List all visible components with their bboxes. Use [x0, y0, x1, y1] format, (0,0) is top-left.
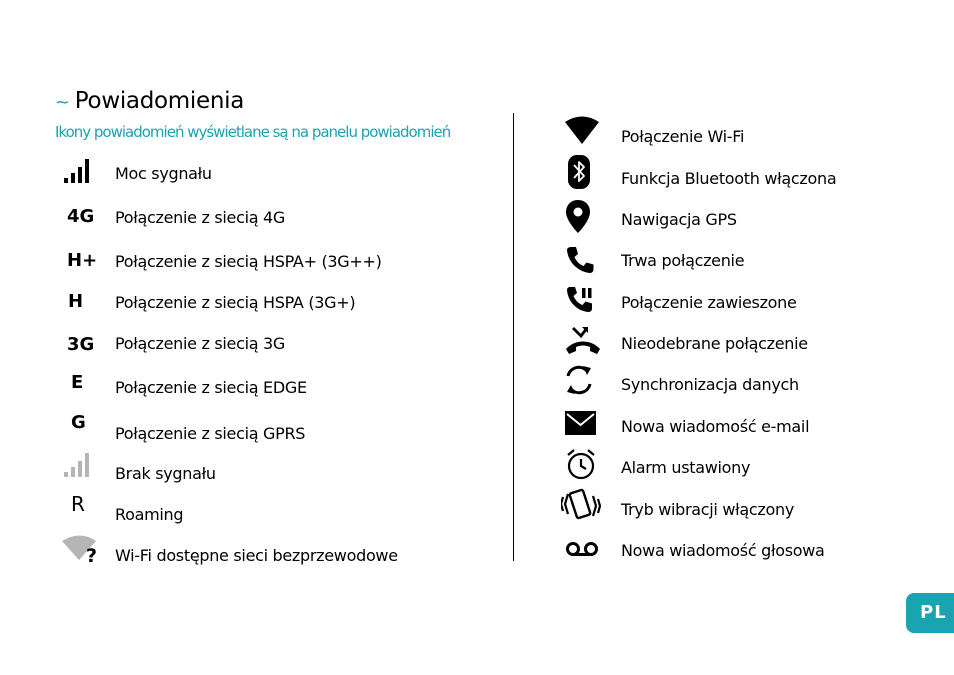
sync-icon	[559, 362, 599, 398]
glyph-text: 4G	[67, 206, 95, 227]
list-item-label: Połączenie z siecią GPRS	[115, 424, 306, 443]
wifi-available-icon	[62, 534, 102, 570]
wifi-icon	[565, 116, 605, 152]
network-hspa-icon	[62, 285, 102, 321]
glyph-text: R	[71, 492, 85, 516]
list-item-label: Nowa wiadomość e-mail	[621, 417, 810, 436]
list-item-label: Połączenie z siecią EDGE	[115, 378, 307, 397]
call-hold-icon	[565, 285, 605, 321]
list-item-label: Połączenie Wi-Fi	[621, 127, 745, 146]
page-title	[55, 88, 244, 114]
list-item-label: Roaming	[115, 505, 184, 524]
list-item-label: Moc sygnału	[115, 164, 212, 183]
network-hspa-plus-icon	[62, 244, 102, 280]
list-item-label: Wi-Fi dostępne sieci bezprzewodowe	[115, 546, 398, 565]
gps-pin-icon	[565, 199, 605, 235]
roaming-icon	[62, 492, 102, 533]
bluetooth-icon	[565, 154, 605, 190]
title-tilde: ~	[55, 92, 70, 113]
network-gprs-icon	[62, 412, 102, 452]
missed-call-icon	[565, 325, 605, 361]
language-badge: PL	[906, 593, 954, 633]
list-item-label: Połączenie z siecią 4G	[115, 208, 285, 227]
list-item-label: Brak sygnału	[115, 464, 216, 483]
list-item-label: Synchronizacja danych	[621, 375, 799, 394]
title-text: Powiadomienia	[74, 88, 244, 114]
list-item-label: Tryb wibracji włączony	[621, 500, 794, 519]
no-signal-icon	[62, 450, 102, 486]
glyph-text: H	[68, 291, 84, 312]
list-item-label: Nowa wiadomość głosowa	[621, 541, 825, 560]
list-item-label: Nieodebrane połączenie	[621, 334, 808, 353]
glyph-text: E	[71, 372, 84, 393]
phone-call-icon	[565, 245, 605, 281]
network-edge-icon	[62, 370, 102, 406]
glyph-text: 3G	[67, 334, 95, 355]
list-item-label: Połączenie z siecią 3G	[115, 334, 285, 353]
alarm-clock-icon	[565, 448, 605, 484]
glyph-text: H+	[67, 250, 98, 271]
list-item-label: Połączenie z siecią HSPA (3G+)	[115, 293, 356, 312]
list-item-label: Alarm ustawiony	[621, 458, 751, 477]
network-4g-icon	[62, 200, 102, 236]
list-item-label: Połączenie zawieszone	[621, 293, 797, 312]
voicemail-icon	[565, 540, 605, 576]
list-item-label: Nawigacja GPS	[621, 210, 737, 229]
email-icon	[565, 411, 605, 447]
signal-strength-icon	[62, 156, 102, 192]
list-item-label: Połączenie z siecią HSPA+ (3G++)	[115, 252, 382, 271]
svg-text:?: ?	[86, 545, 98, 564]
list-item-label: Funkcja Bluetooth włączona	[621, 169, 837, 188]
column-divider	[513, 113, 514, 561]
network-3g-icon	[62, 326, 102, 362]
glyph-text: G	[71, 412, 86, 433]
vibrate-icon	[561, 488, 601, 524]
list-item-label: Trwa połączenie	[621, 251, 745, 270]
page-subtitle: Ikony powiadomień wyświetlane są na panelu powiadomień	[55, 123, 451, 141]
